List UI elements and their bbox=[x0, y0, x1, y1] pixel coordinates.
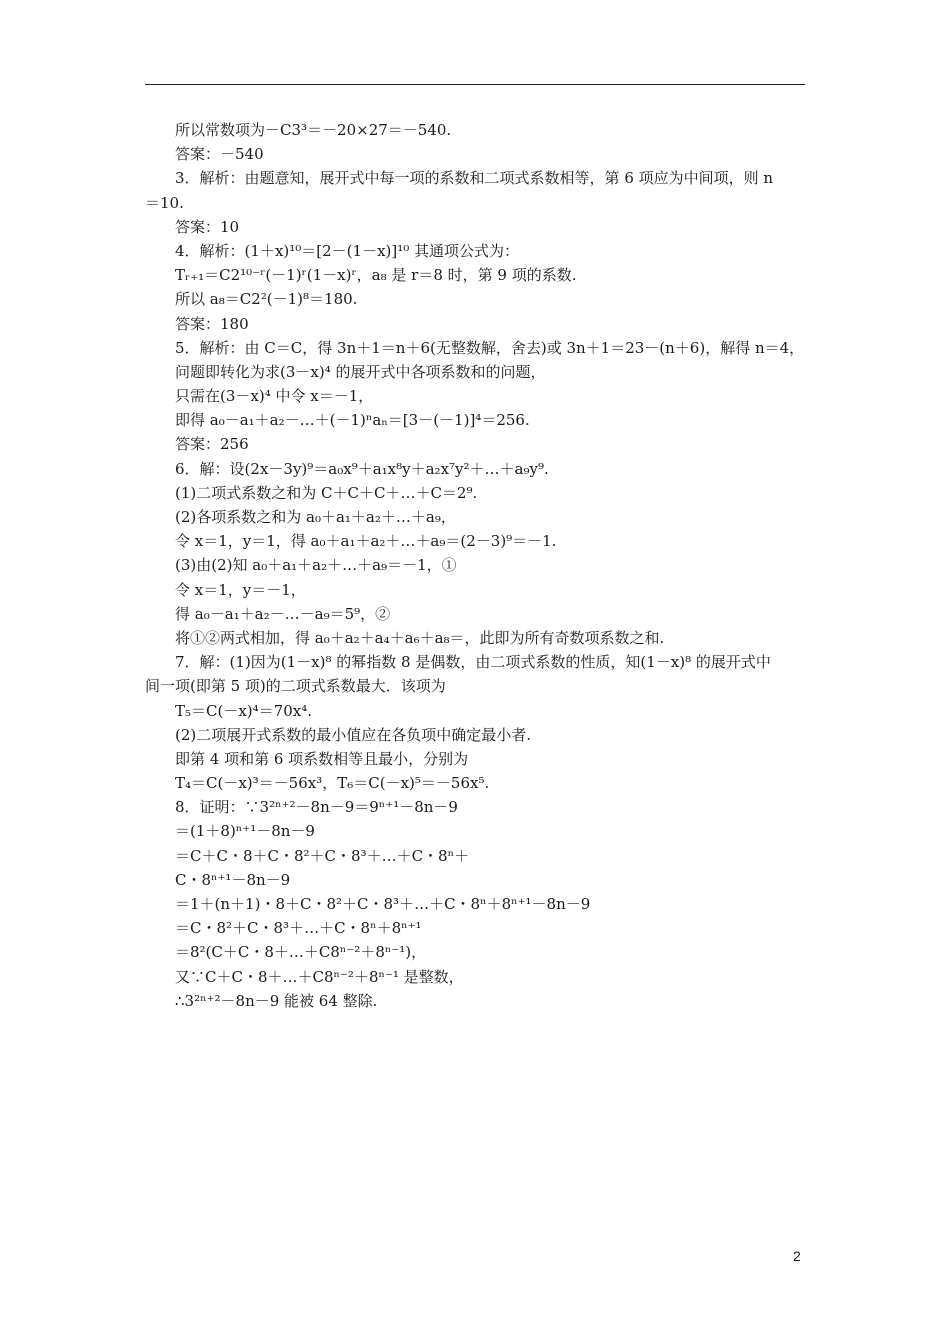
text-line: (2)各项系数之和为 a₀＋a₁＋a₂＋…＋a₉， bbox=[175, 508, 456, 526]
text-line: 答案：180 bbox=[175, 314, 249, 333]
document-body bbox=[145, 118, 810, 1013]
text-line: 间一项(即第 5 项)的二项式系数最大．该项为 bbox=[145, 677, 446, 696]
text-line: ＝(1＋8)ⁿ⁺¹－8n－9 bbox=[175, 822, 315, 841]
text-line: 只需在(3－x)⁴ 中令 x＝－1， bbox=[175, 387, 374, 406]
text-line: 5．解析：由 C＝C，得 3n＋1＝n＋6(无整数解，舍去)或 3n＋1＝23－(n＋6)，解得 n＝4， bbox=[175, 338, 805, 357]
text-line: ＝C＋C・8＋C・8²＋C・8³＋…＋C・8ⁿ＋ bbox=[175, 846, 470, 865]
text-line: ∴3²ⁿ⁺²－8n－9 能被 64 整除. bbox=[175, 991, 378, 1010]
text-line: ＝C・8²＋C・8³＋…＋C・8ⁿ＋8ⁿ⁺¹ bbox=[175, 919, 422, 938]
text-line: 答案：256 bbox=[175, 435, 249, 454]
text-line: T₅＝C(－x)⁴＝70x⁴. bbox=[175, 701, 312, 720]
text-line: 所以 a₈＝C2²(－1)⁸＝180. bbox=[175, 290, 358, 309]
page-number: 2 bbox=[793, 1248, 801, 1264]
text-line: 又∵C＋C・8＋…＋C8ⁿ⁻²＋8ⁿ⁻¹ 是整数， bbox=[175, 967, 464, 986]
text-line: 3．解析：由题意知，展开式中每一项的系数和二项式系数相等，第 6 项应为中间项，则 n bbox=[175, 169, 774, 188]
text-line: ＝8²(C＋C・8＋…＋C8ⁿ⁻²＋8ⁿ⁻¹)， bbox=[175, 943, 427, 962]
text-line: 4．解析：(1＋x)¹⁰＝[2－(1－x)]¹⁰ 其通项公式为： bbox=[175, 241, 520, 260]
text-line: 即第 4 项和第 6 项系数相等且最小，分别为 bbox=[175, 749, 469, 768]
text-line: (2)二项展开式系数的最小值应在各负项中确定最小者. bbox=[175, 725, 532, 744]
text-line: 即得 a₀－a₁＋a₂－…＋(－1)ⁿaₙ＝[3－(－1)]⁴＝256. bbox=[175, 411, 530, 430]
text-line: ＝10. bbox=[145, 193, 184, 212]
text-line: 令 x＝1，y＝－1， bbox=[175, 580, 306, 599]
text-line: 所以常数项为－C3³＝－20×27＝－540. bbox=[175, 121, 452, 139]
text-line: C・8ⁿ⁺¹－8n－9 bbox=[175, 870, 291, 889]
text-line: T₄＝C(－x)³＝－56x³，T₆＝C(－x)⁵＝－56x⁵. bbox=[175, 774, 490, 793]
text-line: (3)由(2)知 a₀＋a₁＋a₂＋…＋a₉＝－1，① bbox=[175, 556, 457, 575]
text-line: Tᵣ₊₁＝C2¹⁰⁻ʳ(－1)ʳ(1－x)ʳ，a₈ 是 r＝8 时，第 9 项的系数. bbox=[175, 266, 577, 285]
text-line: 令 x＝1，y＝1，得 a₀＋a₁＋a₂＋…＋a₉＝(2－3)⁹＝－1. bbox=[175, 532, 557, 551]
text-line: 将①②两式相加，得 a₀＋a₂＋a₄＋a₆＋a₈＝，此即为所有奇数项系数之和. bbox=[175, 628, 665, 647]
header-rule bbox=[145, 84, 805, 85]
text-line: 答案：－540 bbox=[175, 145, 264, 164]
text-line: 6．解：设(2x－3y)⁹＝a₀x⁹＋a₁x⁸y＋a₂x⁷y²＋…＋a₉y⁹. bbox=[175, 459, 549, 478]
text-line: 8．证明：∵3²ⁿ⁺²－8n－9＝9ⁿ⁺¹－8n－9 bbox=[175, 798, 458, 817]
text-line: 问题即转化为求(3－x)⁴ 的展开式中各项系数和的问题， bbox=[175, 362, 546, 381]
text-line: (1)二项式系数之和为 C＋C＋C＋…＋C＝2⁹. bbox=[175, 483, 478, 502]
text-line: 答案：10 bbox=[175, 217, 240, 236]
text-line: 得 a₀－a₁＋a₂－…－a₉＝5⁹，② bbox=[175, 604, 391, 623]
text-line: 7．解：(1)因为(1－x)⁸ 的幂指数 8 是偶数，由二项式系数的性质，知(1－x)⁸ 的展开式中 bbox=[175, 653, 771, 672]
text-line: ＝1＋(n＋1)・8＋C・8²＋C・8³＋…＋C・8ⁿ＋8ⁿ⁺¹－8n－9 bbox=[175, 895, 591, 913]
